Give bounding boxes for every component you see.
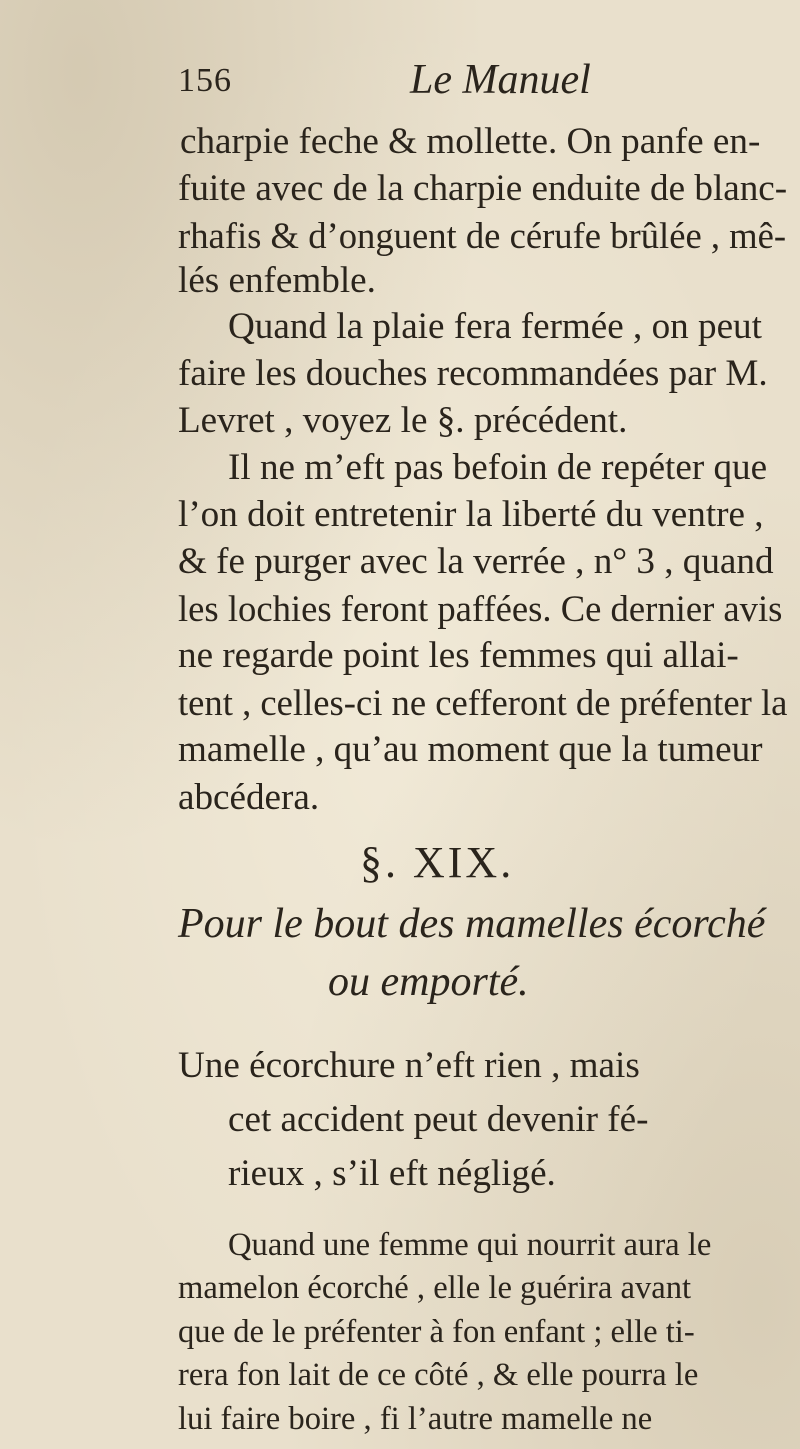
text-line: mamelle , qu’au moment que la tumeur <box>178 729 763 771</box>
text-line: rera fon lait de ce côté , & elle pourra le <box>178 1357 699 1394</box>
text-line: abcédera. <box>178 776 320 818</box>
text-line: fuite avec de la charpie enduite de blanc- <box>178 167 788 209</box>
text-line: Levret , voyez le §. précédent. <box>178 399 628 441</box>
section-heading: Pour le bout des mamelles écorché <box>178 901 766 948</box>
page-number: 156 <box>178 62 232 99</box>
text-line: Quand la plaie fera fermée , on peut <box>228 305 762 347</box>
text-line: rhafis & d’onguent de cérufe brûlée , mê- <box>178 214 787 256</box>
page-header <box>178 56 778 106</box>
text-line: & fe purger avec la verrée , n° 3 , quand <box>178 541 774 583</box>
text-line: tent , celles-ci ne cefferont de préfenter la <box>178 682 788 724</box>
running-title: Le Manuel <box>410 57 591 103</box>
text-line: charpie feche & mollette. On panfe en- <box>180 120 761 162</box>
text-line: les lochies feront paffées. Ce dernier avis <box>178 588 783 630</box>
text-line: Une écorchure n’eft rien , mais <box>178 1044 640 1086</box>
text-line: mamelon écorché , elle le guérira avant <box>178 1270 692 1307</box>
text-line: ne regarde point les femmes qui allai- <box>178 635 739 677</box>
section-heading-continued: ou emporté. <box>328 959 529 1006</box>
text-line: Il ne m’eft pas befoin de repéter que <box>228 446 768 488</box>
text-line: cet accident peut devenir fé- <box>228 1099 649 1140</box>
text-line: faire les douches recommandées par M. <box>178 352 768 394</box>
text-line: Quand une femme qui nourrit aura le <box>228 1226 712 1263</box>
text-line: lés enfemble. <box>178 260 376 302</box>
text-line: que de le préfenter à fon enfant ; elle ti- <box>178 1313 695 1350</box>
section-number: §. XIX. <box>360 837 515 887</box>
text-line: rieux , s’il eft négligé. <box>228 1153 556 1195</box>
text-line: l’on doit entretenir la liberté du ventre , <box>178 493 764 535</box>
text-line: lui faire boire , fi l’autre mamelle ne <box>178 1400 653 1437</box>
